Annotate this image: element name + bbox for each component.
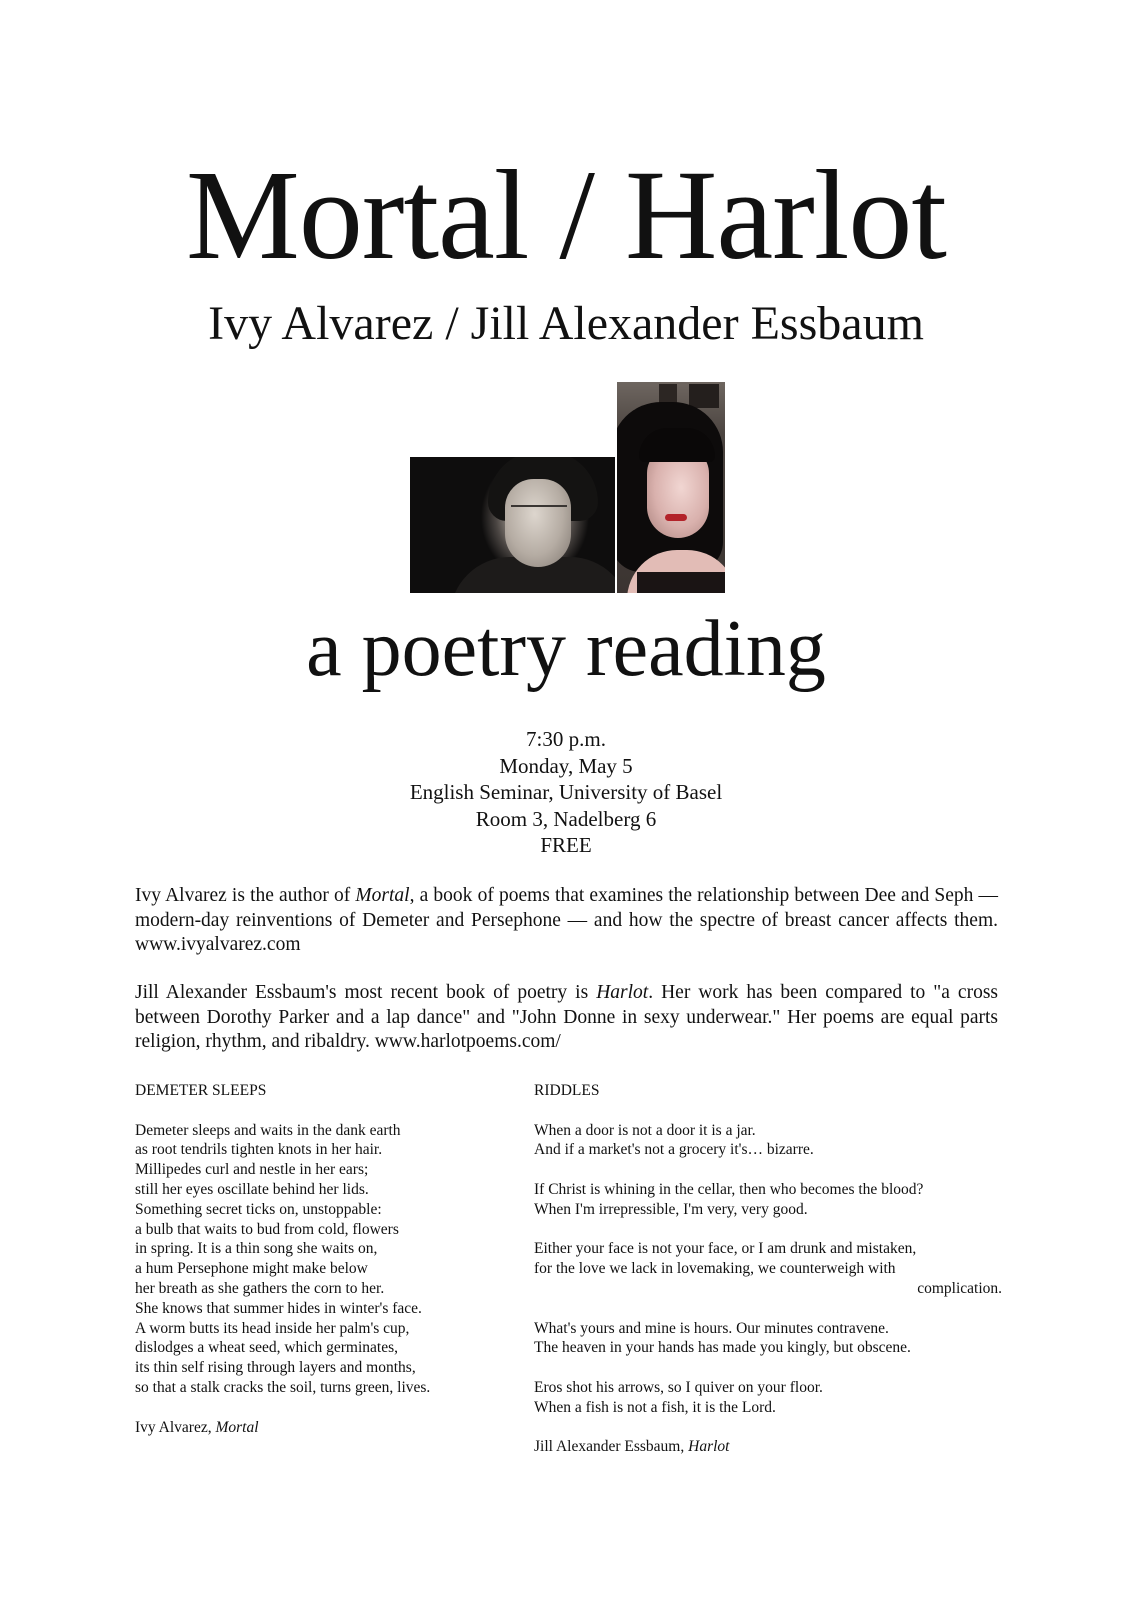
poem-line: Millipedes curl and nestle in her ears; (135, 1161, 369, 1179)
poem-line: When a door is not a door it is a jar. (534, 1121, 756, 1139)
event-venue: English Seminar, University of Basel (409, 780, 723, 804)
book-title-mortal: Mortal (355, 885, 410, 906)
poem-credit: Ivy Alvarez, Mortal (135, 1418, 259, 1436)
poster-subtitle: Ivy Alvarez / Jill Alexander Essbaum (208, 297, 924, 350)
poem-line: dislodges a wheat seed, which germinates, (135, 1339, 398, 1357)
poster-title: Mortal / Harlot (186, 144, 946, 286)
poem-title: RIDDLES (534, 1082, 600, 1099)
poem-title: DEMETER SLEEPS (135, 1082, 267, 1099)
poem-line: her breath as she gathers the corn to her. (135, 1279, 385, 1297)
book-title-harlot: Harlot (596, 982, 649, 1003)
poem-line: And if a market's not a grocery it's… bizarre. (534, 1141, 814, 1159)
poem-line: What's yours and mine is hours. Our minutes contravene. (534, 1319, 889, 1337)
bio-jill-alexander-essbaum: Jill Alexander Essbaum's most recent book of poetry is Harlot. Her work has been compared to "a cross between Dorothy Parker and a lap dance" and "John Donne in sexy underwear." Her poems are equal parts religion, rhythm, and ribaldry. www.harlotpoems.com/ (135, 982, 998, 1052)
bio-ivy-alvarez: Ivy Alvarez is the author of Mortal, a book of poems that examines the relationship between Dee and Seph — modern-day reinventions of Demeter and Persephone — and how the spectre of breast cancer affects them. www.ivyalvarez.com (135, 885, 999, 955)
poem-demeter-sleeps (135, 1081, 495, 1437)
poem-line: When a fish is not a fish, it is the Lord. (534, 1398, 776, 1416)
poem-line: still her eyes oscillate behind her lids. (135, 1180, 369, 1198)
poem-riddles (534, 1081, 1002, 1457)
poem-line: for the love we lack in lovemaking, we counterweigh with (534, 1260, 896, 1278)
poster-tagline: a poetry reading (306, 605, 826, 693)
event-date: Monday, May 5 (499, 753, 633, 778)
poem-line: Eros shot his arrows, so I quiver on your floor. (534, 1378, 823, 1396)
photo-ivy-alvarez (410, 457, 615, 593)
poem-line: Either your face is not your face, or I am drunk and mistaken, (534, 1240, 917, 1258)
poem-line: so that a stalk cracks the soil, turns green, lives. (135, 1378, 431, 1396)
event-time: 7:30 p.m. (526, 727, 606, 751)
poem-line: If Christ is whining in the cellar, then who becomes the blood? (534, 1180, 924, 1198)
event-room: Room 3, Nadelberg 6 (475, 806, 657, 831)
poem-line: its thin self rising through layers and months, (135, 1359, 416, 1377)
poem-line: The heaven in your hands has made you kingly, but obscene. (534, 1339, 911, 1357)
event-details (0, 726, 1132, 859)
poem-line-overflow: complication. (917, 1279, 1002, 1297)
poem-line: A worm butts its head inside her palm's cup, (135, 1319, 410, 1337)
event-price: FREE (540, 833, 592, 857)
poem-line: in spring. It is a thin song she waits on, (135, 1240, 378, 1258)
poem-credit: Jill Alexander Essbaum, Harlot (534, 1438, 730, 1456)
poem-line: Something secret ticks on, unstoppable: (135, 1200, 382, 1218)
poem-line: a hum Persephone might make below (135, 1260, 368, 1278)
poem-line: Demeter sleeps and waits in the dank earth (135, 1121, 401, 1139)
poem-lines (135, 1121, 495, 1398)
poem-line: She knows that summer hides in winter's face. (135, 1299, 422, 1317)
poem-line: When I'm irrepressible, I'm very, very good. (534, 1200, 808, 1218)
photo-jill-alexander-essbaum (617, 382, 725, 593)
poem-line: a bulb that waits to bud from cold, flowers (135, 1220, 399, 1238)
poem-line: as root tendrils tighten knots in her hair. (135, 1141, 383, 1159)
